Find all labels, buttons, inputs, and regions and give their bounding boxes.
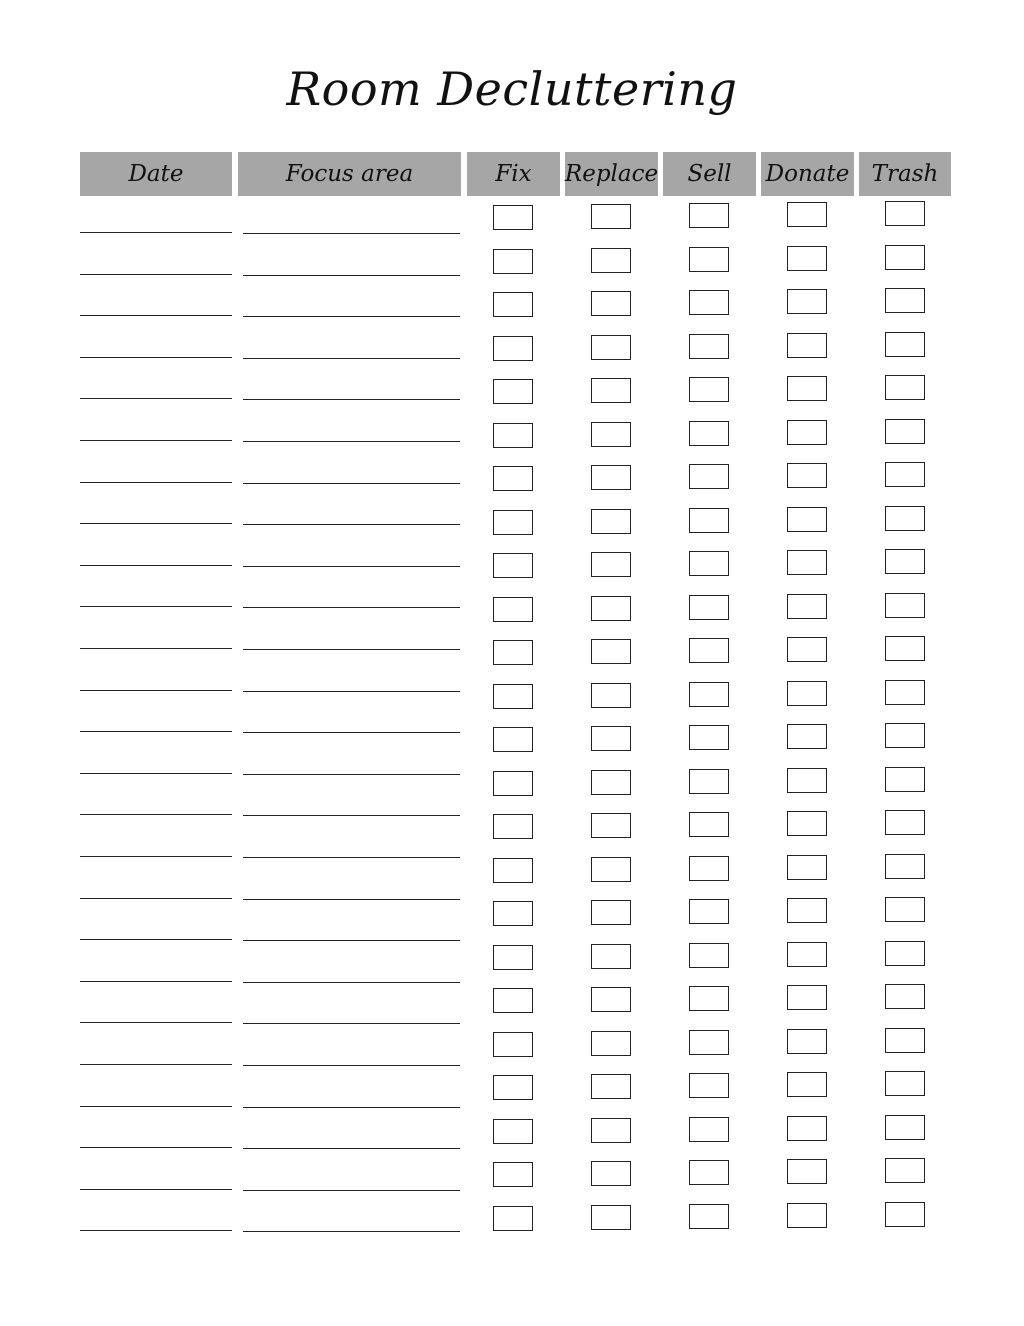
trash-checkbox[interactable] bbox=[885, 419, 925, 444]
replace-checkbox[interactable] bbox=[591, 509, 631, 534]
focus-area-entry-line[interactable] bbox=[243, 399, 460, 400]
fix-checkbox[interactable] bbox=[493, 901, 533, 926]
donate-checkbox[interactable] bbox=[787, 724, 827, 749]
column-header-fix: Fix bbox=[467, 152, 560, 196]
trash-checkbox[interactable] bbox=[885, 897, 925, 922]
donate-checkbox[interactable] bbox=[787, 1116, 827, 1141]
replace-checkbox[interactable] bbox=[591, 683, 631, 708]
trash-checkbox[interactable] bbox=[885, 984, 925, 1009]
focus-area-entry-line[interactable] bbox=[243, 233, 460, 234]
date-entry-line[interactable] bbox=[80, 690, 232, 691]
column-header-replace: Replace bbox=[565, 152, 658, 196]
focus-area-entry-line[interactable] bbox=[243, 1065, 460, 1066]
focus-area-entry-line[interactable] bbox=[243, 316, 460, 317]
fix-checkbox[interactable] bbox=[493, 640, 533, 665]
donate-checkbox[interactable] bbox=[787, 289, 827, 314]
replace-checkbox[interactable] bbox=[591, 596, 631, 621]
fix-checkbox[interactable] bbox=[493, 1032, 533, 1057]
sell-checkbox[interactable] bbox=[689, 856, 729, 881]
page-title: Room Decluttering bbox=[286, 62, 738, 116]
date-entry-line[interactable] bbox=[80, 981, 232, 982]
replace-checkbox[interactable] bbox=[591, 944, 631, 969]
sell-checkbox[interactable] bbox=[689, 1117, 729, 1142]
replace-checkbox[interactable] bbox=[591, 900, 631, 925]
trash-checkbox[interactable] bbox=[885, 941, 925, 966]
replace-checkbox[interactable] bbox=[591, 248, 631, 273]
date-entry-line[interactable] bbox=[80, 523, 232, 524]
date-entry-line[interactable] bbox=[80, 565, 232, 566]
date-entry-line[interactable] bbox=[80, 1064, 232, 1065]
donate-checkbox[interactable] bbox=[787, 594, 827, 619]
focus-area-entry-line[interactable] bbox=[243, 982, 460, 983]
donate-checkbox[interactable] bbox=[787, 550, 827, 575]
focus-area-entry-line[interactable] bbox=[243, 607, 460, 608]
date-entry-line[interactable] bbox=[80, 315, 232, 316]
focus-area-entry-line[interactable] bbox=[243, 1190, 460, 1191]
replace-checkbox[interactable] bbox=[591, 335, 631, 360]
donate-checkbox[interactable] bbox=[787, 637, 827, 662]
donate-checkbox[interactable] bbox=[787, 768, 827, 793]
fix-checkbox[interactable] bbox=[493, 597, 533, 622]
sell-checkbox[interactable] bbox=[689, 334, 729, 359]
trash-checkbox[interactable] bbox=[885, 1202, 925, 1227]
trash-checkbox[interactable] bbox=[885, 636, 925, 661]
focus-area-entry-line[interactable] bbox=[243, 815, 460, 816]
sell-checkbox[interactable] bbox=[689, 551, 729, 576]
column-header-trash: Trash bbox=[859, 152, 951, 196]
sell-checkbox[interactable] bbox=[689, 595, 729, 620]
trash-checkbox[interactable] bbox=[885, 549, 925, 574]
replace-checkbox[interactable] bbox=[591, 987, 631, 1012]
focus-area-entry-line[interactable] bbox=[243, 566, 460, 567]
sell-checkbox[interactable] bbox=[689, 682, 729, 707]
trash-checkbox[interactable] bbox=[885, 506, 925, 531]
trash-checkbox[interactable] bbox=[885, 245, 925, 270]
trash-checkbox[interactable] bbox=[885, 1158, 925, 1183]
focus-area-entry-line[interactable] bbox=[243, 441, 460, 442]
focus-area-entry-line[interactable] bbox=[243, 774, 460, 775]
fix-checkbox[interactable] bbox=[493, 423, 533, 448]
trash-checkbox[interactable] bbox=[885, 201, 925, 226]
replace-checkbox[interactable] bbox=[591, 857, 631, 882]
focus-area-entry-line[interactable] bbox=[243, 358, 460, 359]
donate-checkbox[interactable] bbox=[787, 1159, 827, 1184]
date-entry-line[interactable] bbox=[80, 898, 232, 899]
focus-area-entry-line[interactable] bbox=[243, 732, 460, 733]
replace-checkbox[interactable] bbox=[591, 639, 631, 664]
donate-checkbox[interactable] bbox=[787, 463, 827, 488]
donate-checkbox[interactable] bbox=[787, 811, 827, 836]
column-header-focus-area: Focus area bbox=[238, 152, 461, 196]
trash-checkbox[interactable] bbox=[885, 332, 925, 357]
donate-checkbox[interactable] bbox=[787, 202, 827, 227]
fix-checkbox[interactable] bbox=[493, 249, 533, 274]
donate-checkbox[interactable] bbox=[787, 855, 827, 880]
replace-checkbox[interactable] bbox=[591, 204, 631, 229]
date-entry-line[interactable] bbox=[80, 1147, 232, 1148]
trash-checkbox[interactable] bbox=[885, 854, 925, 879]
fix-checkbox[interactable] bbox=[493, 727, 533, 752]
sell-checkbox[interactable] bbox=[689, 1160, 729, 1185]
sell-checkbox[interactable] bbox=[689, 1030, 729, 1055]
donate-checkbox[interactable] bbox=[787, 1072, 827, 1097]
sell-checkbox[interactable] bbox=[689, 464, 729, 489]
date-entry-line[interactable] bbox=[80, 398, 232, 399]
replace-checkbox[interactable] bbox=[591, 552, 631, 577]
replace-checkbox[interactable] bbox=[591, 1074, 631, 1099]
fix-checkbox[interactable] bbox=[493, 684, 533, 709]
trash-checkbox[interactable] bbox=[885, 462, 925, 487]
replace-checkbox[interactable] bbox=[591, 1118, 631, 1143]
focus-area-entry-line[interactable] bbox=[243, 940, 460, 941]
replace-checkbox[interactable] bbox=[591, 1205, 631, 1230]
sell-checkbox[interactable] bbox=[689, 290, 729, 315]
fix-checkbox[interactable] bbox=[493, 858, 533, 883]
fix-checkbox[interactable] bbox=[493, 988, 533, 1013]
focus-area-entry-line[interactable] bbox=[243, 1231, 460, 1232]
replace-checkbox[interactable] bbox=[591, 291, 631, 316]
focus-area-entry-line[interactable] bbox=[243, 649, 460, 650]
sell-checkbox[interactable] bbox=[689, 421, 729, 446]
trash-checkbox[interactable] bbox=[885, 767, 925, 792]
donate-checkbox[interactable] bbox=[787, 420, 827, 445]
sell-checkbox[interactable] bbox=[689, 203, 729, 228]
sell-checkbox[interactable] bbox=[689, 899, 729, 924]
fix-checkbox[interactable] bbox=[493, 1075, 533, 1100]
date-entry-line[interactable] bbox=[80, 606, 232, 607]
date-entry-line[interactable] bbox=[80, 939, 232, 940]
fix-checkbox[interactable] bbox=[493, 814, 533, 839]
focus-area-entry-line[interactable] bbox=[243, 691, 460, 692]
replace-checkbox[interactable] bbox=[591, 726, 631, 751]
trash-checkbox[interactable] bbox=[885, 1028, 925, 1053]
trash-checkbox[interactable] bbox=[885, 375, 925, 400]
trash-checkbox[interactable] bbox=[885, 723, 925, 748]
trash-checkbox[interactable] bbox=[885, 288, 925, 313]
donate-checkbox[interactable] bbox=[787, 376, 827, 401]
date-entry-line[interactable] bbox=[80, 1022, 232, 1023]
trash-checkbox[interactable] bbox=[885, 1115, 925, 1140]
focus-area-entry-line[interactable] bbox=[243, 857, 460, 858]
column-header-donate: Donate bbox=[761, 152, 854, 196]
sell-checkbox[interactable] bbox=[689, 247, 729, 272]
fix-checkbox[interactable] bbox=[493, 771, 533, 796]
date-entry-line[interactable] bbox=[80, 1106, 232, 1107]
trash-checkbox[interactable] bbox=[885, 680, 925, 705]
replace-checkbox[interactable] bbox=[591, 770, 631, 795]
fix-checkbox[interactable] bbox=[493, 1162, 533, 1187]
fix-checkbox[interactable] bbox=[493, 379, 533, 404]
fix-checkbox[interactable] bbox=[493, 292, 533, 317]
sell-checkbox[interactable] bbox=[689, 812, 729, 837]
donate-checkbox[interactable] bbox=[787, 507, 827, 532]
date-entry-line[interactable] bbox=[80, 482, 232, 483]
replace-checkbox[interactable] bbox=[591, 378, 631, 403]
fix-checkbox[interactable] bbox=[493, 336, 533, 361]
sell-checkbox[interactable] bbox=[689, 986, 729, 1011]
trash-checkbox[interactable] bbox=[885, 593, 925, 618]
sell-checkbox[interactable] bbox=[689, 1073, 729, 1098]
date-entry-line[interactable] bbox=[80, 648, 232, 649]
focus-area-entry-line[interactable] bbox=[243, 275, 460, 276]
fix-checkbox[interactable] bbox=[493, 466, 533, 491]
focus-area-entry-line[interactable] bbox=[243, 1023, 460, 1024]
date-entry-line[interactable] bbox=[80, 731, 232, 732]
focus-area-entry-line[interactable] bbox=[243, 899, 460, 900]
donate-checkbox[interactable] bbox=[787, 942, 827, 967]
sell-checkbox[interactable] bbox=[689, 943, 729, 968]
fix-checkbox[interactable] bbox=[493, 1119, 533, 1144]
date-entry-line[interactable] bbox=[80, 232, 232, 233]
fix-checkbox[interactable] bbox=[493, 510, 533, 535]
focus-area-entry-line[interactable] bbox=[243, 483, 460, 484]
column-header-date: Date bbox=[80, 152, 232, 196]
focus-area-entry-line[interactable] bbox=[243, 1148, 460, 1149]
date-entry-line[interactable] bbox=[80, 1230, 232, 1231]
replace-checkbox[interactable] bbox=[591, 1031, 631, 1056]
sell-checkbox[interactable] bbox=[689, 725, 729, 750]
fix-checkbox[interactable] bbox=[493, 1206, 533, 1231]
trash-checkbox[interactable] bbox=[885, 1071, 925, 1096]
fix-checkbox[interactable] bbox=[493, 945, 533, 970]
fix-checkbox[interactable] bbox=[493, 205, 533, 230]
date-entry-line[interactable] bbox=[80, 440, 232, 441]
replace-checkbox[interactable] bbox=[591, 813, 631, 838]
date-entry-line[interactable] bbox=[80, 773, 232, 774]
column-header-sell: Sell bbox=[663, 152, 756, 196]
sell-checkbox[interactable] bbox=[689, 638, 729, 663]
replace-checkbox[interactable] bbox=[591, 422, 631, 447]
donate-checkbox[interactable] bbox=[787, 1029, 827, 1054]
sell-checkbox[interactable] bbox=[689, 508, 729, 533]
donate-checkbox[interactable] bbox=[787, 1203, 827, 1228]
focus-area-entry-line[interactable] bbox=[243, 1107, 460, 1108]
date-entry-line[interactable] bbox=[80, 357, 232, 358]
replace-checkbox[interactable] bbox=[591, 1161, 631, 1186]
donate-checkbox[interactable] bbox=[787, 333, 827, 358]
fix-checkbox[interactable] bbox=[493, 553, 533, 578]
trash-checkbox[interactable] bbox=[885, 810, 925, 835]
date-entry-line[interactable] bbox=[80, 1189, 232, 1190]
sell-checkbox[interactable] bbox=[689, 769, 729, 794]
donate-checkbox[interactable] bbox=[787, 898, 827, 923]
date-entry-line[interactable] bbox=[80, 856, 232, 857]
sell-checkbox[interactable] bbox=[689, 1204, 729, 1229]
donate-checkbox[interactable] bbox=[787, 681, 827, 706]
date-entry-line[interactable] bbox=[80, 274, 232, 275]
focus-area-entry-line[interactable] bbox=[243, 524, 460, 525]
donate-checkbox[interactable] bbox=[787, 246, 827, 271]
sell-checkbox[interactable] bbox=[689, 377, 729, 402]
replace-checkbox[interactable] bbox=[591, 465, 631, 490]
date-entry-line[interactable] bbox=[80, 814, 232, 815]
donate-checkbox[interactable] bbox=[787, 985, 827, 1010]
